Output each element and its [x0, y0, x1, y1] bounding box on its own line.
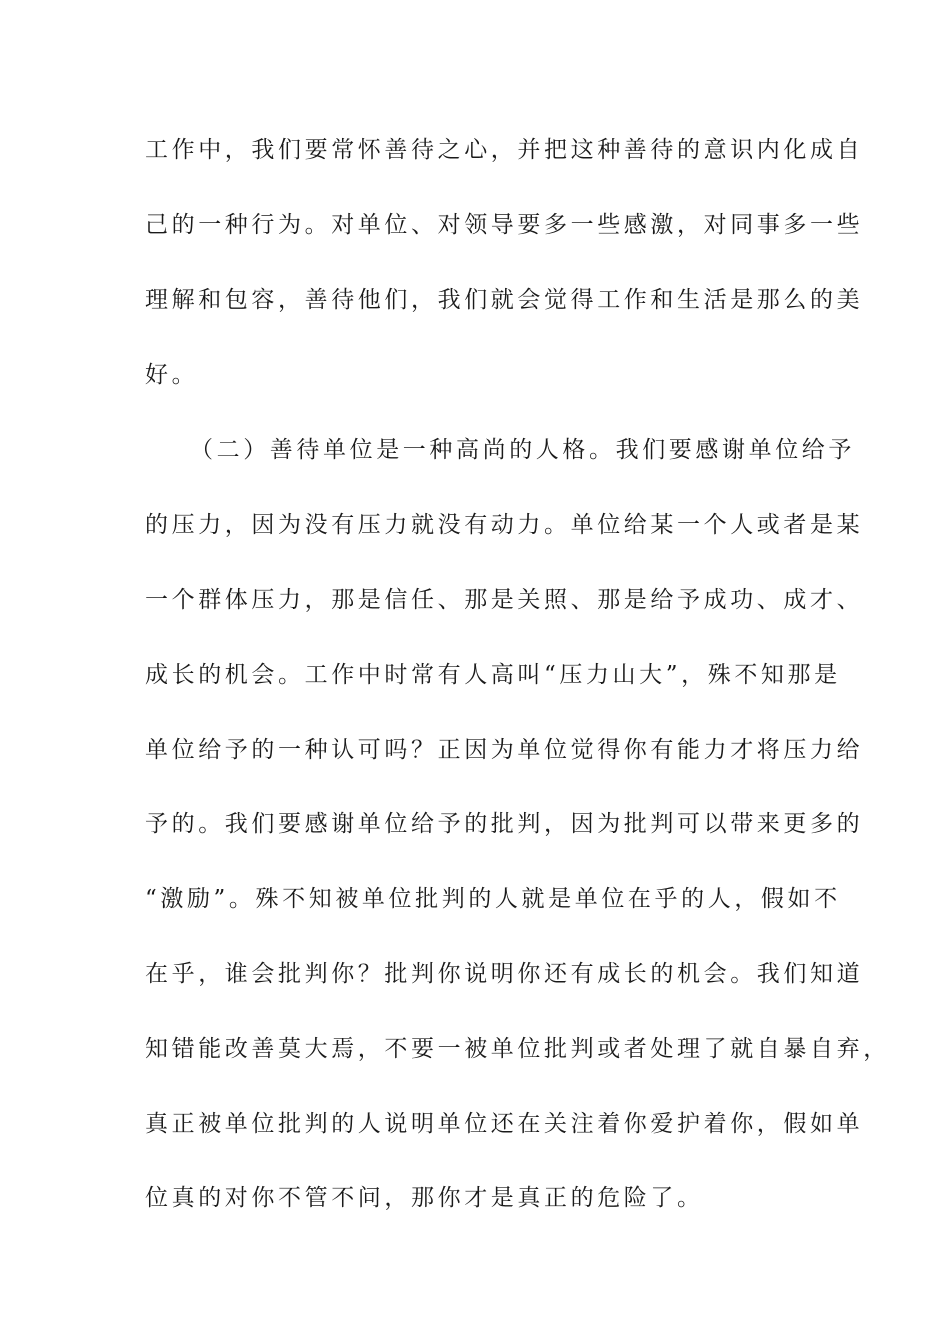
text-line: 单位给予的一种认可吗？正因为单位觉得你有能力才将压力给 — [145, 737, 864, 763]
text-line: 理解和包容，善待他们，我们就会觉得工作和生活是那么的美 — [145, 287, 864, 313]
text-line: 的压力，因为没有压力就没有动力。单位给某一个人或者是某 — [145, 512, 864, 538]
text-line: 予的。我们要感谢单位给予的批判，因为批判可以带来更多的 — [145, 811, 864, 837]
text-line: “激励”。殊不知被单位批判的人就是单位在乎的人，假如不 — [145, 886, 841, 912]
text-line: 知错能改善莫大焉，不要一被单位批判或者处理了就自暴自弃， — [145, 1036, 890, 1062]
text-line: 位真的对你不管不问，那你才是真正的危险了。 — [145, 1185, 704, 1211]
text-line: 好。 — [145, 362, 199, 388]
text-line: 在乎，谁会批判你？批判你说明你还有成长的机会。我们知道 — [145, 961, 864, 987]
text-line: 己的一种行为。对单位、对领导要多一些感激，对同事多一些 — [145, 212, 864, 238]
text-line: 真正被单位批判的人说明单位还在关注着你爱护着你，假如单 — [145, 1111, 864, 1137]
text-line: 成长的机会。工作中时常有人高叫“压力山大”，殊不知那是 — [145, 662, 841, 688]
text-line: 工作中，我们要常怀善待之心，并把这种善待的意识内化成自 — [145, 137, 864, 163]
paragraph-first-line: （二）善待单位是一种高尚的人格。我们要感谢单位给予 — [190, 437, 855, 463]
text-line: 一个群体压力，那是信任、那是关照、那是给予成功、成才、 — [145, 587, 864, 613]
